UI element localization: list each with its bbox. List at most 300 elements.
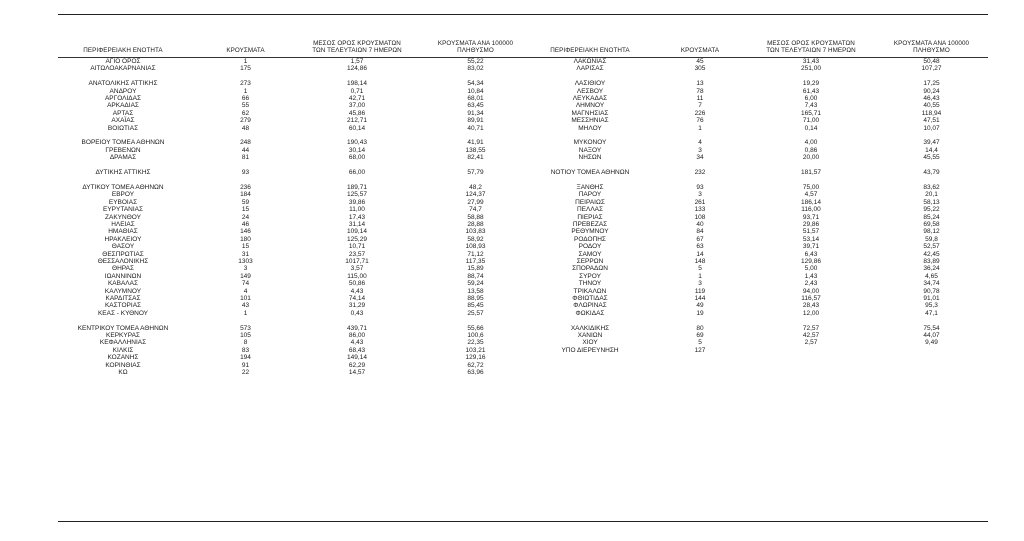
right-table-body <box>530 58 988 354</box>
per-100k-cell: 28,88 <box>467 220 484 228</box>
table-row <box>530 88 988 95</box>
table-row <box>530 184 988 191</box>
table-row <box>58 139 530 146</box>
spacer-row <box>58 317 530 324</box>
region-cell: ΛΑΣΙΘΙΟΥ <box>574 80 606 88</box>
per-100k-cell: 22,35 <box>467 339 484 347</box>
table-row <box>58 251 530 258</box>
region-cell: ΝΟΤΙΟΥ ΤΟΜΕΑ ΑΘΗΝΩΝ <box>550 169 630 177</box>
region-cell: ΝΑΞΟΥ <box>578 146 602 154</box>
region-cell: ΡΕΘΥΜΝΟΥ <box>571 228 609 236</box>
cases-cell: 5 <box>698 265 702 273</box>
avg-7-days-cell: 11,00 <box>349 206 365 214</box>
table-row <box>530 147 988 154</box>
table-row <box>530 295 988 302</box>
per-100k-cell: 85,24 <box>923 213 940 221</box>
region-cell: ΑΡΤΑΣ <box>112 109 134 117</box>
table-row <box>58 347 530 354</box>
cases-cell: 144 <box>694 295 706 302</box>
per-100k-cell: 74,7 <box>469 206 482 214</box>
per-100k-cell: 90,78 <box>923 287 940 295</box>
cases-cell: 76 <box>696 117 704 125</box>
table-row <box>530 139 988 146</box>
cases-cell: 66 <box>241 95 250 103</box>
region-cell: ΛΕΥΚΑΔΑΣ <box>572 95 608 103</box>
region-cell: ΧΙΟΥ <box>582 339 598 347</box>
table-row <box>530 117 988 124</box>
cases-cell: 3 <box>698 280 702 288</box>
avg-7-days-cell: 68,43 <box>348 346 366 354</box>
avg-7-days-cell: 19,29 <box>802 80 820 88</box>
cases-cell: 11 <box>696 95 704 103</box>
per-100k-cell: 88,74 <box>467 272 484 280</box>
spacer-row <box>530 73 988 80</box>
per-100k-cell: 27,99 <box>467 198 484 206</box>
table-row <box>530 288 988 295</box>
table-row <box>530 80 988 87</box>
table-row <box>58 169 530 176</box>
cases-cell: 7 <box>698 102 702 110</box>
per-100k-cell: 25,57 <box>467 309 484 317</box>
cases-cell: 22 <box>241 369 250 377</box>
avg-7-days-cell: 189,71 <box>347 183 367 191</box>
region-cell: ΘΕΣΣΑΛΟΝΙΚΗΣ <box>97 257 149 265</box>
per-100k-cell: 138,55 <box>465 146 486 154</box>
table-row <box>58 88 530 95</box>
region-cell: ΑΓΙΟ ΟΡΟΣ <box>105 58 141 65</box>
region-cell: ΤΗΝΟΥ <box>578 280 602 288</box>
table-row <box>58 354 530 361</box>
header-avg-line1: ΜΕΣΟΣ ΟΡΟΣ ΚΡΟΥΣΜΑΤΩΝ <box>767 39 855 47</box>
avg-7-days-cell: 42,57 <box>802 332 820 340</box>
avg-7-days-cell: 0,14 <box>804 124 818 132</box>
region-cell: ΑΡΓΟΛΙΔΑΣ <box>104 95 142 103</box>
cases-cell: 45 <box>696 58 704 65</box>
cases-cell: 8 <box>243 339 248 347</box>
right-table-header <box>530 37 988 58</box>
table-row <box>530 65 988 72</box>
cases-cell: 1303 <box>238 257 253 265</box>
avg-7-days-cell: 30,14 <box>348 146 366 154</box>
cases-cell: 261 <box>694 198 706 206</box>
table-row <box>58 102 530 109</box>
table-row <box>530 58 988 65</box>
cases-cell: 31 <box>241 250 250 258</box>
avg-7-days-cell: 125,29 <box>347 235 367 243</box>
spacer-row <box>530 132 988 139</box>
cases-cell: 119 <box>694 287 706 295</box>
table-row <box>58 302 530 309</box>
per-100k-cell: 43,79 <box>923 169 940 177</box>
avg-7-days-cell: 0,86 <box>804 146 818 154</box>
spacer-row <box>58 177 530 184</box>
avg-7-days-cell: 212,71 <box>347 117 367 125</box>
cases-cell: 15 <box>241 206 250 214</box>
table-row <box>58 362 530 369</box>
avg-7-days-cell: 45,86 <box>348 109 366 117</box>
avg-7-days-cell: 4,43 <box>350 287 364 295</box>
cases-cell: 13 <box>696 80 704 88</box>
cases-cell: 62 <box>241 109 250 117</box>
per-100k-cell: 85,45 <box>467 302 484 310</box>
region-cell: ΧΑΝΙΩΝ <box>577 332 603 340</box>
per-100k-cell: 95,22 <box>923 206 940 214</box>
avg-7-days-cell: 74,14 <box>348 295 366 302</box>
per-100k-cell: 47,1 <box>925 309 938 317</box>
avg-7-days-cell: 5,00 <box>804 265 818 273</box>
region-cell: ΜΗΛΟΥ <box>578 124 602 132</box>
region-cell: ΕΒΡΟΥ <box>111 191 135 199</box>
cases-cell: 573 <box>240 324 251 332</box>
region-cell: ΔΡΑΜΑΣ <box>109 154 137 162</box>
region-cell: ΖΑΚΥΝΘΟΥ <box>105 213 141 221</box>
top-rule <box>58 14 988 15</box>
cases-cell: 279 <box>240 117 251 125</box>
avg-7-days-cell: 20,00 <box>802 154 820 162</box>
table-row <box>530 265 988 272</box>
per-100k-cell: 69,58 <box>923 220 940 228</box>
cases-cell: 15 <box>241 243 250 251</box>
region-cell: ΣΕΡΡΩΝ <box>576 257 604 265</box>
region-cell: ΗΜΑΘΙΑΣ <box>108 228 138 236</box>
cases-cell: 1 <box>243 58 248 65</box>
region-cell: ΣΑΜΟΥ <box>578 250 602 258</box>
per-100k-cell: 42,45 <box>923 250 940 258</box>
avg-7-days-cell: 116,57 <box>801 295 821 302</box>
per-100k-cell: 54,34 <box>467 80 484 88</box>
left-table-body <box>58 58 530 376</box>
table-row <box>58 273 530 280</box>
header-cases: ΚΡΟΥΣΜΑΤΑ <box>226 47 265 55</box>
header-per-100k <box>423 40 528 55</box>
per-100k-cell: 48,2 <box>469 183 482 191</box>
header-per-100k <box>875 40 988 55</box>
avg-7-days-cell: 53,14 <box>802 235 820 243</box>
avg-7-days-cell: 251,00 <box>801 65 821 73</box>
per-100k-cell: 117,35 <box>465 257 486 265</box>
per-100k-cell: 36,24 <box>923 265 940 273</box>
cases-cell: 91 <box>241 361 250 369</box>
region-cell: ΑΝΑΤΟΛΙΚΗΣ ΑΤΤΙΚΗΣ <box>88 80 158 88</box>
right-table <box>530 37 988 354</box>
per-100k-cell: 59,24 <box>467 280 484 288</box>
region-cell: ΜΥΚΟΝΟΥ <box>573 139 607 147</box>
table-row <box>58 125 530 132</box>
spacer-row <box>58 73 530 80</box>
region-cell: ΡΟΔΟΥ <box>578 243 602 251</box>
per-100k-cell: 39,47 <box>923 139 940 147</box>
cases-cell: 1 <box>698 124 702 132</box>
per-100k-cell: 71,12 <box>467 250 484 258</box>
per-100k-cell: 63,45 <box>467 102 484 110</box>
avg-7-days-cell: 4,00 <box>804 139 818 147</box>
per-100k-cell: 13,58 <box>467 287 484 295</box>
table-row <box>530 191 988 198</box>
table-row <box>58 258 530 265</box>
per-100k-cell: 55,22 <box>467 58 484 65</box>
avg-7-days-cell: 10,71 <box>348 243 366 251</box>
region-cell: ΚΕΡΚΥΡΑΣ <box>106 332 140 340</box>
region-cell: ΠΕΙΡΑΙΩΣ <box>575 198 605 206</box>
header-per-line1: ΚΡΟΥΣΜΑΤΑ ΑΝΑ 100000 <box>437 39 514 47</box>
region-cell: ΕΥΡΥΤΑΝΙΑΣ <box>102 206 144 214</box>
region-cell: ΜΕΣΣΗΝΙΑΣ <box>571 117 609 125</box>
cases-cell: 146 <box>240 228 251 236</box>
avg-7-days-cell: 60,14 <box>348 124 366 132</box>
cases-cell: 3 <box>243 265 248 273</box>
table-row <box>58 147 530 154</box>
per-100k-cell: 83,89 <box>923 257 940 265</box>
per-100k-cell: 47,51 <box>923 117 940 125</box>
region-cell: ΦΩΚΙΔΑΣ <box>575 309 605 317</box>
table-row <box>530 206 988 213</box>
region-cell: ΛΑΚΩΝΙΑΣ <box>573 58 607 65</box>
table-row <box>530 110 988 117</box>
header-per-line2: ΠΛΗΘΥΣΜΟ <box>913 47 950 55</box>
per-100k-cell: 9,49 <box>925 339 938 347</box>
spacer-row <box>58 132 530 139</box>
table-row <box>58 221 530 228</box>
avg-7-days-cell: 4,57 <box>804 191 818 199</box>
spacer-row <box>530 177 988 184</box>
region-cell: ΛΕΣΒΟΥ <box>576 87 604 95</box>
avg-7-days-cell: 29,86 <box>802 220 820 228</box>
per-100k-cell: 4,65 <box>925 272 938 280</box>
region-cell: ΒΟΙΩΤΙΑΣ <box>107 124 139 132</box>
region-cell: ΥΠΟ ΔΙΕΡΕΥΝΗΣΗ <box>561 346 619 354</box>
cases-cell: 44 <box>241 146 250 154</box>
avg-7-days-cell: 39,71 <box>802 243 820 251</box>
region-cell: ΣΥΡΟΥ <box>579 272 601 280</box>
table-row <box>58 80 530 87</box>
avg-7-days-cell: 37,00 <box>348 102 366 110</box>
avg-7-days-cell: 75,00 <box>802 183 820 191</box>
per-100k-cell: 50,48 <box>923 58 940 65</box>
table-row <box>58 243 530 250</box>
table-row <box>58 236 530 243</box>
avg-7-days-cell: 50,86 <box>348 280 366 288</box>
cases-cell: 69 <box>696 332 704 340</box>
region-cell: ΕΥΒΟΙΑΣ <box>108 198 138 206</box>
left-table <box>58 37 530 376</box>
cases-cell: 14 <box>696 250 704 258</box>
cases-cell: 273 <box>240 80 251 88</box>
table-row <box>58 184 530 191</box>
table-row <box>530 280 988 287</box>
region-cell: ΠΑΡΟΥ <box>578 191 602 199</box>
avg-7-days-cell: 1,57 <box>350 58 364 65</box>
header-cases: ΚΡΟΥΣΜΑΤΑ <box>680 47 720 55</box>
per-100k-cell: 34,74 <box>923 280 940 288</box>
region-cell: ΝΗΣΩΝ <box>578 154 602 162</box>
cases-cell: 248 <box>240 139 251 147</box>
avg-7-days-cell: 149,14 <box>347 354 367 362</box>
avg-7-days-cell: 72,57 <box>802 324 820 332</box>
per-100k-cell: 129,16 <box>465 354 486 362</box>
table-row <box>58 65 530 72</box>
table-row <box>530 228 988 235</box>
cases-cell: 105 <box>240 332 251 340</box>
region-cell: ΠΙΕΡΙΑΣ <box>577 213 603 221</box>
region-cell: ΚΑΡΔΙΤΣΑΣ <box>105 295 141 302</box>
table-row <box>530 302 988 309</box>
region-cell: ΘΕΣΠΡΩΤΙΑΣ <box>102 250 144 258</box>
avg-7-days-cell: 71,00 <box>802 117 820 125</box>
table-row <box>58 206 530 213</box>
per-100k-cell: 46,43 <box>923 95 940 103</box>
avg-7-days-cell: 115,00 <box>347 272 367 280</box>
cases-cell: 3 <box>698 191 702 199</box>
per-100k-cell: 14,4 <box>925 146 938 154</box>
per-100k-cell: 20,1 <box>925 191 938 199</box>
avg-7-days-cell: 198,14 <box>347 80 367 88</box>
cases-cell: 149 <box>240 272 251 280</box>
per-100k-cell: 40,71 <box>467 124 484 132</box>
table-row <box>58 339 530 346</box>
cases-cell: 63 <box>696 243 704 251</box>
avg-7-days-cell: 6,00 <box>804 95 818 103</box>
cases-cell: 226 <box>694 109 706 117</box>
region-cell: ΑΧΑΪΑΣ <box>111 117 135 125</box>
table-row <box>58 154 530 161</box>
region-cell: ΚΟΖΑΝΗΣ <box>107 354 139 362</box>
avg-7-days-cell: 129,86 <box>801 257 821 265</box>
cases-cell: 5 <box>698 339 702 347</box>
table-row <box>58 95 530 102</box>
region-cell: ΚΩ <box>118 369 128 377</box>
avg-7-days-cell: 66,00 <box>348 169 366 177</box>
region-cell: ΚΙΛΚΙΣ <box>112 346 134 354</box>
cases-cell: 59 <box>241 198 250 206</box>
table-row <box>530 125 988 132</box>
table-row <box>530 236 988 243</box>
spacer-row <box>530 317 988 324</box>
avg-7-days-cell: 165,71 <box>801 109 821 117</box>
cases-cell: 236 <box>240 183 251 191</box>
per-100k-cell: 17,25 <box>923 80 940 88</box>
header-avg-7-days <box>293 40 421 55</box>
cases-cell: 40 <box>696 220 704 228</box>
table-row <box>58 58 530 65</box>
avg-7-days-cell: 2,57 <box>804 339 818 347</box>
cases-cell: 305 <box>694 65 706 73</box>
region-cell: ΡΟΔΟΠΗΣ <box>574 235 606 243</box>
table-row <box>530 251 988 258</box>
table-row <box>530 102 988 109</box>
cases-cell: 148 <box>694 257 706 265</box>
cases-cell: 74 <box>241 280 250 288</box>
per-100k-cell: 103,21 <box>465 346 486 354</box>
table-row <box>530 199 988 206</box>
region-cell: ΚΑΣΤΟΡΙΑΣ <box>104 302 142 310</box>
header-region: ΠΕΡΙΦΕΡΕΙΑΚΗ ΕΝΟΤΗΤΑ <box>83 47 163 55</box>
avg-7-days-cell: 2,43 <box>804 280 818 288</box>
header-per-line1: ΚΡΟΥΣΜΑΤΑ ΑΝΑ 100000 <box>893 39 970 47</box>
region-cell: ΔΥΤΙΚΗΣ ΑΤΤΙΚΗΣ <box>95 169 151 177</box>
avg-7-days-cell: 28,43 <box>802 302 820 310</box>
per-100k-cell: 58,13 <box>923 198 940 206</box>
cases-cell: 83 <box>241 346 250 354</box>
region-cell: ΘΑΣΟΥ <box>111 243 135 251</box>
cases-cell: 101 <box>240 295 251 302</box>
table-row <box>530 95 988 102</box>
table-row <box>58 228 530 235</box>
table-row <box>530 332 988 339</box>
avg-7-days-cell: 4,43 <box>350 339 364 347</box>
avg-7-days-cell: 68,00 <box>348 154 366 162</box>
region-cell: ΜΑΓΝΗΣΙΑΣ <box>571 109 609 117</box>
avg-7-days-cell: 7,43 <box>804 102 818 110</box>
avg-7-days-cell: 14,57 <box>348 369 366 377</box>
table-row <box>530 221 988 228</box>
per-100k-cell: 118,94 <box>921 109 942 117</box>
avg-7-days-cell: 31,29 <box>348 302 366 310</box>
table-row <box>530 273 988 280</box>
cases-cell: 19 <box>696 309 704 317</box>
cases-cell: 93 <box>696 183 704 191</box>
bottom-rule <box>58 521 988 522</box>
region-cell: ΛΑΡΙΣΑΣ <box>576 65 604 73</box>
per-100k-cell: 82,41 <box>467 154 484 162</box>
region-cell: ΚΟΡΙΝΘΙΑΣ <box>105 361 141 369</box>
region-cell: ΦΛΩΡΙΝΑΣ <box>573 302 607 310</box>
per-100k-cell: 68,01 <box>467 95 484 103</box>
avg-7-days-cell: 31,43 <box>802 58 820 65</box>
region-cell: ΚΕΝΤΡΙΚΟΥ ΤΟΜΕΑ ΑΘΗΝΩΝ <box>77 324 169 332</box>
cases-cell: 175 <box>240 65 251 73</box>
per-100k-cell: 100,6 <box>467 332 484 340</box>
cases-cell: 48 <box>241 124 250 132</box>
per-100k-cell: 89,91 <box>467 117 484 125</box>
cases-cell: 1 <box>698 272 702 280</box>
avg-7-days-cell: 1017,71 <box>345 257 369 265</box>
per-100k-cell: 124,37 <box>465 191 486 199</box>
per-100k-cell: 45,55 <box>923 154 940 162</box>
cases-cell: 184 <box>240 191 251 199</box>
cases-cell: 78 <box>696 87 704 95</box>
region-cell: ΔΥΤΙΚΟΥ ΤΟΜΕΑ ΑΘΗΝΩΝ <box>82 183 164 191</box>
cases-cell: 108 <box>694 213 706 221</box>
header-avg-line2: ΤΩΝ ΤΕΛΕΥΤΑΙΩΝ 7 ΗΜΕΡΩΝ <box>766 47 856 55</box>
cases-cell: 93 <box>241 169 250 177</box>
table-row <box>58 199 530 206</box>
spacer-row <box>58 162 530 169</box>
cases-cell: 1 <box>243 309 248 317</box>
avg-7-days-cell: 86,00 <box>348 332 366 340</box>
table-row <box>58 214 530 221</box>
cases-cell: 4 <box>243 287 248 295</box>
region-cell: ΚΕΦΑΛΛΗΝΙΑΣ <box>99 339 147 347</box>
per-100k-cell: 40,55 <box>923 102 940 110</box>
cases-cell: 1 <box>243 87 248 95</box>
table-row <box>58 295 530 302</box>
per-100k-cell: 103,83 <box>465 228 486 236</box>
per-100k-cell: 90,24 <box>923 87 940 95</box>
per-100k-cell: 107,27 <box>921 65 942 73</box>
per-100k-cell: 63,96 <box>467 369 484 377</box>
avg-7-days-cell: 17,43 <box>348 213 366 221</box>
cases-cell: 46 <box>241 220 250 228</box>
cases-cell: 4 <box>698 139 702 147</box>
avg-7-days-cell: 94,00 <box>802 287 820 295</box>
per-100k-cell: 75,54 <box>923 324 940 332</box>
cases-cell: 232 <box>694 169 706 177</box>
avg-7-days-cell: 439,71 <box>347 324 367 332</box>
cases-cell: 49 <box>696 302 704 310</box>
region-cell: ΚΕΑΣ - ΚΥΘΝΟΥ <box>97 309 149 317</box>
region-cell: ΠΕΛΛΑΣ <box>576 206 604 214</box>
cases-cell: 80 <box>696 324 704 332</box>
